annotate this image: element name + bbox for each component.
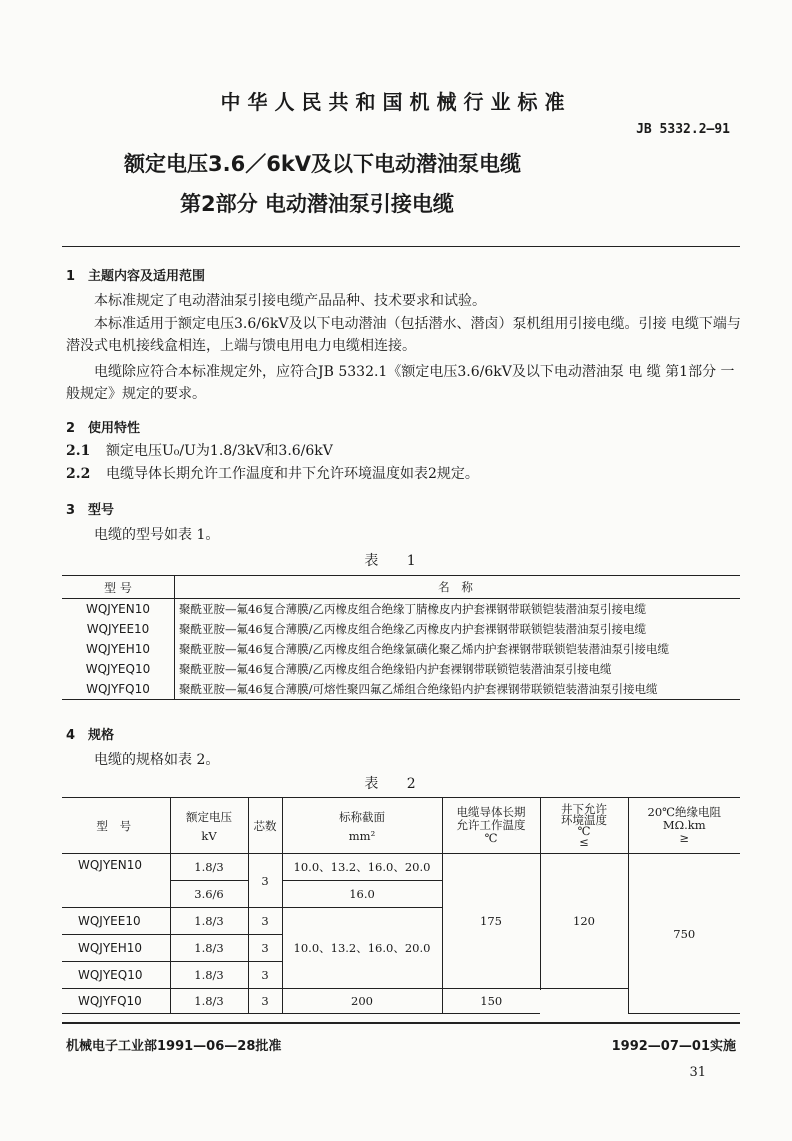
header-model: 型 号 bbox=[62, 576, 175, 599]
header-model: 型 号 bbox=[62, 798, 170, 854]
cores-cell: 3 bbox=[248, 989, 282, 1014]
header-line: 20℃绝缘电阻 bbox=[647, 805, 721, 819]
model-cell: WQJYEQ10 bbox=[62, 962, 170, 989]
env-temp-cell: 150 bbox=[442, 989, 540, 1014]
header-cores: 芯数 bbox=[248, 798, 282, 854]
section-3-paragraph: 电缆的型号如表 1。 bbox=[94, 527, 220, 543]
document-title-line2: 第2部分 电动潜油泵引接电缆 bbox=[180, 192, 454, 216]
insulation-cell: 750 bbox=[628, 854, 740, 1014]
env-temp-cell: 120 bbox=[540, 854, 628, 989]
section-1-paragraph-2: 本标准适用于额定电压3.6/6kV及以下电动潜油（包括潜水、潜卤）泵机组用引接电缆。引接 电缆下端与潜没式电机接线盒相连，上端与馈电用电力电缆相连接。 bbox=[66, 316, 741, 354]
section-number: 3 bbox=[66, 503, 76, 518]
header-voltage bbox=[170, 798, 248, 854]
model-cell: WQJYFQ10 bbox=[62, 989, 170, 1014]
section-number: 2 bbox=[66, 421, 76, 436]
model-cell: WQJYEQ10 bbox=[62, 659, 175, 679]
table-row bbox=[62, 659, 740, 679]
table-header-row bbox=[62, 798, 740, 854]
section-3-heading bbox=[66, 499, 114, 518]
header-insulation bbox=[628, 798, 740, 854]
clause-number: 2.2 bbox=[66, 466, 91, 482]
model-cell: WQJYEN10 bbox=[62, 599, 175, 620]
cores-cell: 3 bbox=[248, 962, 282, 989]
name-cell: 聚酰亚胺—氟46复合薄膜/乙丙橡皮组合绝缘丁腈橡皮内护套裸钢带联锁铠装潜油泵引接电缆 bbox=[179, 602, 647, 616]
header-voltage-unit: kV bbox=[201, 828, 217, 843]
table-row bbox=[62, 599, 740, 620]
model-cell: WQJYFQ10 bbox=[62, 679, 175, 700]
footer-divider bbox=[62, 1022, 740, 1024]
clause-number: 2.1 bbox=[66, 443, 91, 459]
table-1 bbox=[62, 575, 740, 700]
section-2-heading bbox=[66, 417, 140, 436]
model-cell: WQJYEN10 bbox=[62, 854, 170, 908]
table-row bbox=[62, 639, 740, 659]
table-1-caption: 表 1 bbox=[364, 553, 428, 569]
cores-cell: 3 bbox=[248, 908, 282, 935]
name-cell: 聚酰亚胺—氟46复合薄膜/可熔性聚四氟乙烯组合绝缘铅内护套裸钢带联锁铠装潜油泵引接电缆 bbox=[175, 679, 741, 700]
section-4-paragraph: 电缆的规格如表 2。 bbox=[94, 752, 220, 768]
section-1-paragraph-1: 本标准规定了电动潜油泵引接电缆产品品种、技术要求和试验。 bbox=[94, 293, 486, 309]
voltage-cell: 1.8/3 bbox=[170, 854, 248, 881]
standard-category-title: 中华人民共和国机械行业标准 bbox=[220, 90, 572, 114]
header-voltage-label: 额定电压 bbox=[186, 809, 232, 824]
section-number: 4 bbox=[66, 728, 76, 743]
standard-number: JB 5332.2—91 bbox=[636, 122, 730, 137]
header-line: 允许工作温度 bbox=[456, 818, 526, 832]
table-row bbox=[62, 619, 740, 639]
header-line: 电缆导体长期 bbox=[456, 805, 526, 819]
header-unit: MΩ.km bbox=[662, 818, 706, 832]
name-cell: 聚酰亚胺—氟46复合薄膜/乙丙橡皮组合绝缘铅内护套裸钢带联锁铠装潜油泵引接电缆 bbox=[179, 662, 612, 676]
voltage-cell: 1.8/3 bbox=[170, 935, 248, 962]
section-1-paragraph-3: 电缆除应符合本标准规定外，应符合JB 5332.1《额定电压3.6/6kV及以下电动潜油泵 电 缆 第1部分 一般规定》规定的要求。 bbox=[66, 364, 735, 402]
document-title-line1: 额定电压3.6／6kV及以下电动潜油泵电缆 bbox=[124, 152, 522, 176]
header-symbol: ≥ bbox=[679, 831, 690, 845]
clause-2-1 bbox=[66, 440, 742, 462]
model-cell: WQJYEH10 bbox=[62, 935, 170, 962]
table-2-caption: 表 2 bbox=[364, 776, 428, 792]
effective-date: 1992—07—01实施 bbox=[611, 1039, 736, 1054]
section-cell: 10.0、13.2、16.0、20.0 bbox=[282, 908, 442, 989]
cores-cell: 3 bbox=[248, 854, 282, 908]
voltage-cell: 1.8/3 bbox=[170, 908, 248, 935]
conductor-temp-cell: 175 bbox=[442, 854, 540, 989]
section-1-heading bbox=[66, 265, 205, 284]
section-cell: 16.0 bbox=[282, 881, 442, 908]
voltage-cell: 1.8/3 bbox=[170, 989, 248, 1014]
voltage-cell: 1.8/3 bbox=[170, 962, 248, 989]
model-cell: WQJYEE10 bbox=[62, 908, 170, 935]
cores-cell: 3 bbox=[248, 935, 282, 962]
clause-2-2 bbox=[66, 463, 742, 485]
section-title: 主题内容及适用范围 bbox=[88, 269, 206, 284]
model-cell: WQJYEH10 bbox=[62, 639, 175, 659]
header-section bbox=[282, 798, 442, 854]
section-title: 使用特性 bbox=[88, 421, 141, 436]
header-unit: ℃ bbox=[484, 831, 498, 845]
section-title: 型号 bbox=[88, 503, 115, 518]
header-env-temp bbox=[540, 798, 628, 854]
table-2 bbox=[62, 797, 740, 1014]
table-row bbox=[62, 679, 740, 700]
header-symbol: ≤ bbox=[579, 834, 589, 849]
name-cell: 聚酰亚胺—氟46复合薄膜/乙丙橡皮组合绝缘氯磺化聚乙烯内护套裸钢带联锁铠装潜油泵引接电缆 bbox=[179, 642, 670, 656]
title-divider bbox=[62, 246, 740, 247]
header-conductor-temp bbox=[442, 798, 540, 854]
clause-text: 额定电压U₀/U为1.8/3kV和3.6/6kV bbox=[106, 443, 333, 459]
section-title: 规格 bbox=[88, 728, 115, 743]
conductor-temp-cell: 200 bbox=[282, 989, 442, 1014]
header-line: 井下允许 bbox=[561, 801, 607, 816]
header-section-unit: mm² bbox=[348, 828, 376, 843]
page-number: 31 bbox=[689, 1065, 706, 1080]
name-cell: 聚酰亚胺—氟46复合薄膜/乙丙橡皮组合绝缘乙丙橡皮内护套裸钢带联锁铠装潜油泵引接电缆 bbox=[179, 622, 647, 636]
header-line: 环境温度 bbox=[561, 812, 607, 827]
table-row bbox=[62, 854, 740, 881]
table-header-row bbox=[62, 576, 740, 599]
section-number: 1 bbox=[66, 269, 76, 284]
section-4-heading bbox=[66, 724, 114, 743]
clause-text: 电缆导体长期允许工作温度和井下允许环境温度如表2规定。 bbox=[106, 466, 479, 482]
header-section-label: 标称截面 bbox=[339, 809, 385, 824]
model-cell: WQJYEE10 bbox=[62, 619, 175, 639]
section-cell: 10.0、13.2、16.0、20.0 bbox=[282, 854, 442, 881]
header-unit: ℃ bbox=[577, 823, 591, 838]
header-name: 名 称 bbox=[175, 576, 741, 599]
voltage-cell: 3.6/6 bbox=[170, 881, 248, 908]
approval-date: 机械电子工业部1991—06—28批准 bbox=[66, 1039, 282, 1054]
